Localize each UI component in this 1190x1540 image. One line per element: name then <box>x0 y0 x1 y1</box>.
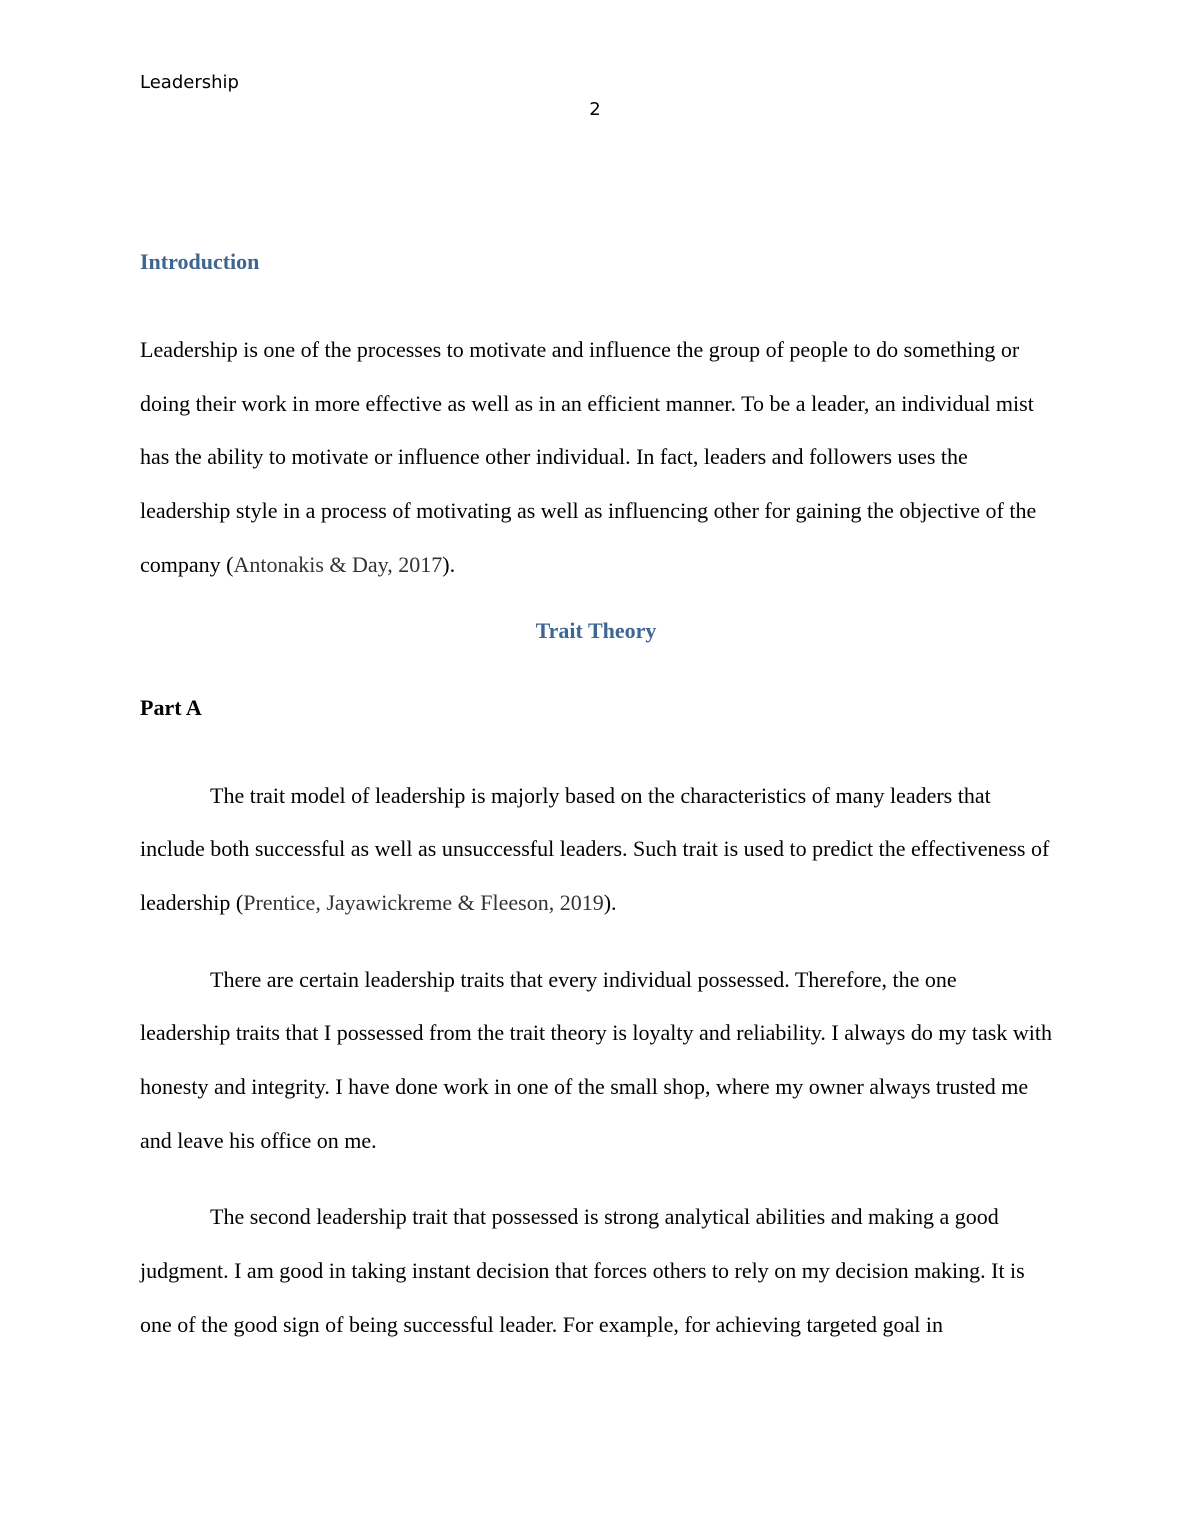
page-number: 2 <box>589 99 601 120</box>
part-a-heading: Part A <box>140 694 202 720</box>
introduction-paragraph <box>140 323 1052 592</box>
introduction-heading: Introduction <box>140 249 260 274</box>
part-a-paragraph-1 <box>140 769 1052 930</box>
part-a-paragraph-2: There are certain leadership traits that every individual possessed. Therefore, the one leadership traits that I possessed from the trait theory is loyalty and reliability. I always do my task with honesty and integrity. I have done work in one of the small shop, where my owner always trusted me and leave his office on me. <box>140 966 1052 1153</box>
running-header-title: Leadership <box>140 72 239 93</box>
part-a-paragraph-1-citation: Prentice, Jayawickreme & Fleeson, 2019 <box>243 889 604 915</box>
introduction-paragraph-end: ). <box>442 551 456 577</box>
introduction-paragraph-text: Leadership is one of the processes to motivate and influence the group of people to do something or doing their work in more effective as well as in an efficient manner. To be a leader, an individual mist has the ability to motivate or influence other individual. In fact, leaders and followers uses the leadership style in a process of motivating as well as influencing other for gaining the objective of the company ( <box>140 337 1037 577</box>
document-body <box>140 246 1052 1352</box>
introduction-citation: Antonakis & Day, 2017 <box>233 551 443 577</box>
part-a-paragraph-3: The second leadership trait that possessed is strong analytical abilities and making a good judgment. I am good in taking instant decision that forces others to rely on my decision making. It is one of the good sign of being successful leader. For example, for achieving targeted goal in <box>140 1204 1025 1337</box>
part-a-paragraph-1-end: ). <box>603 889 617 915</box>
trait-theory-heading: Trait Theory <box>535 617 657 643</box>
part-a-paragraph-1-text: The trait model of leadership is majorly based on the characteristics of many leaders that include both successful as well as unsuccessful leaders. Such trait is used to predict the effectiveness of leadership ( <box>140 782 1050 915</box>
